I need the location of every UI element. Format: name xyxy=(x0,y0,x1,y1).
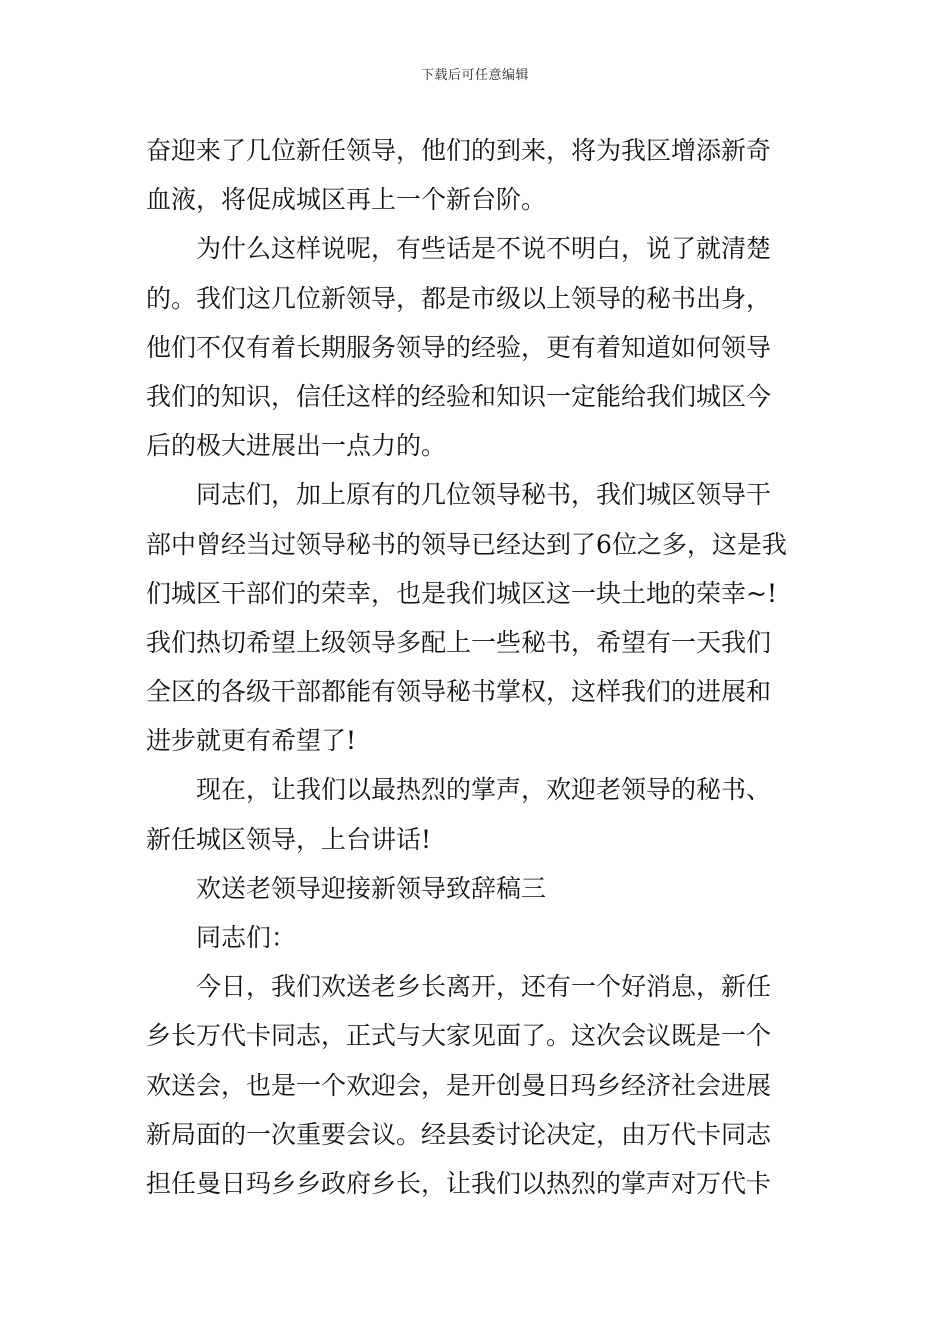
text-line: 欢送老领导迎接新领导致辞稿三 xyxy=(196,873,547,903)
text-line: 他们不仅有着长期服务领导的经验，更有着知道如何领导 xyxy=(146,332,772,362)
text-line: 新局面的一次重要会议。经县委讨论决定，由万代卡同志 xyxy=(146,1119,772,1149)
text-line: 欢送会，也是一个欢迎会，是开创曼日玛乡经济社会进展 xyxy=(146,1070,772,1100)
text-line: 部中曾经当过领导秘书的领导已经达到了6位之多，这是我 xyxy=(146,529,787,559)
text-line: 同志们： xyxy=(196,923,297,952)
text-line: 全区的各级干部都能有领导秘书掌权，这样我们的进展和 xyxy=(146,677,772,707)
text-line: 血液，将促成城区再上一个新台阶。 xyxy=(146,185,547,215)
text-line: 担任曼日玛乡乡政府乡长，让我们以热烈的掌声对万代卡 xyxy=(146,1168,772,1198)
text-line: 奋迎来了几位新任领导，他们的到来，将为我区增添新奇 xyxy=(146,136,772,165)
text-line: 为什么这样说呢，有些话是不说不明白，说了就清楚 xyxy=(196,234,772,264)
text-line: 今日，我们欢送老乡长离开，还有一个好消息，新任 xyxy=(196,972,772,1002)
text-line: 的。我们这几位新领导，都是市级以上领导的秘书出身， xyxy=(146,283,772,313)
text-line: 同志们，加上原有的几位领导秘书，我们城区领导干 xyxy=(196,480,772,510)
text-line: 我们热切希望上级领导多配上一些秘书，希望有一天我们 xyxy=(146,627,772,657)
text-line: 新任城区领导，上台讲话! xyxy=(146,824,432,854)
text-line: 我们的知识，信任这样的经验和知识一定能给我们城区今 xyxy=(146,381,772,411)
document-body xyxy=(146,126,806,1208)
text-line: 现在，让我们以最热烈的掌声，欢迎老领导的秘书、 xyxy=(196,775,772,805)
text-line: 们城区干部们的荣幸，也是我们城区这一块土地的荣幸~! xyxy=(146,578,777,608)
text-line: 后的极大进展出一点力的。 xyxy=(146,431,447,461)
text-line: 乡长万代卡同志，正式与大家见面了。这次会议既是一个 xyxy=(146,1021,772,1051)
text-line: 进步就更有希望了! xyxy=(146,726,357,756)
page-header: 下载后可任意编辑 xyxy=(420,68,529,83)
